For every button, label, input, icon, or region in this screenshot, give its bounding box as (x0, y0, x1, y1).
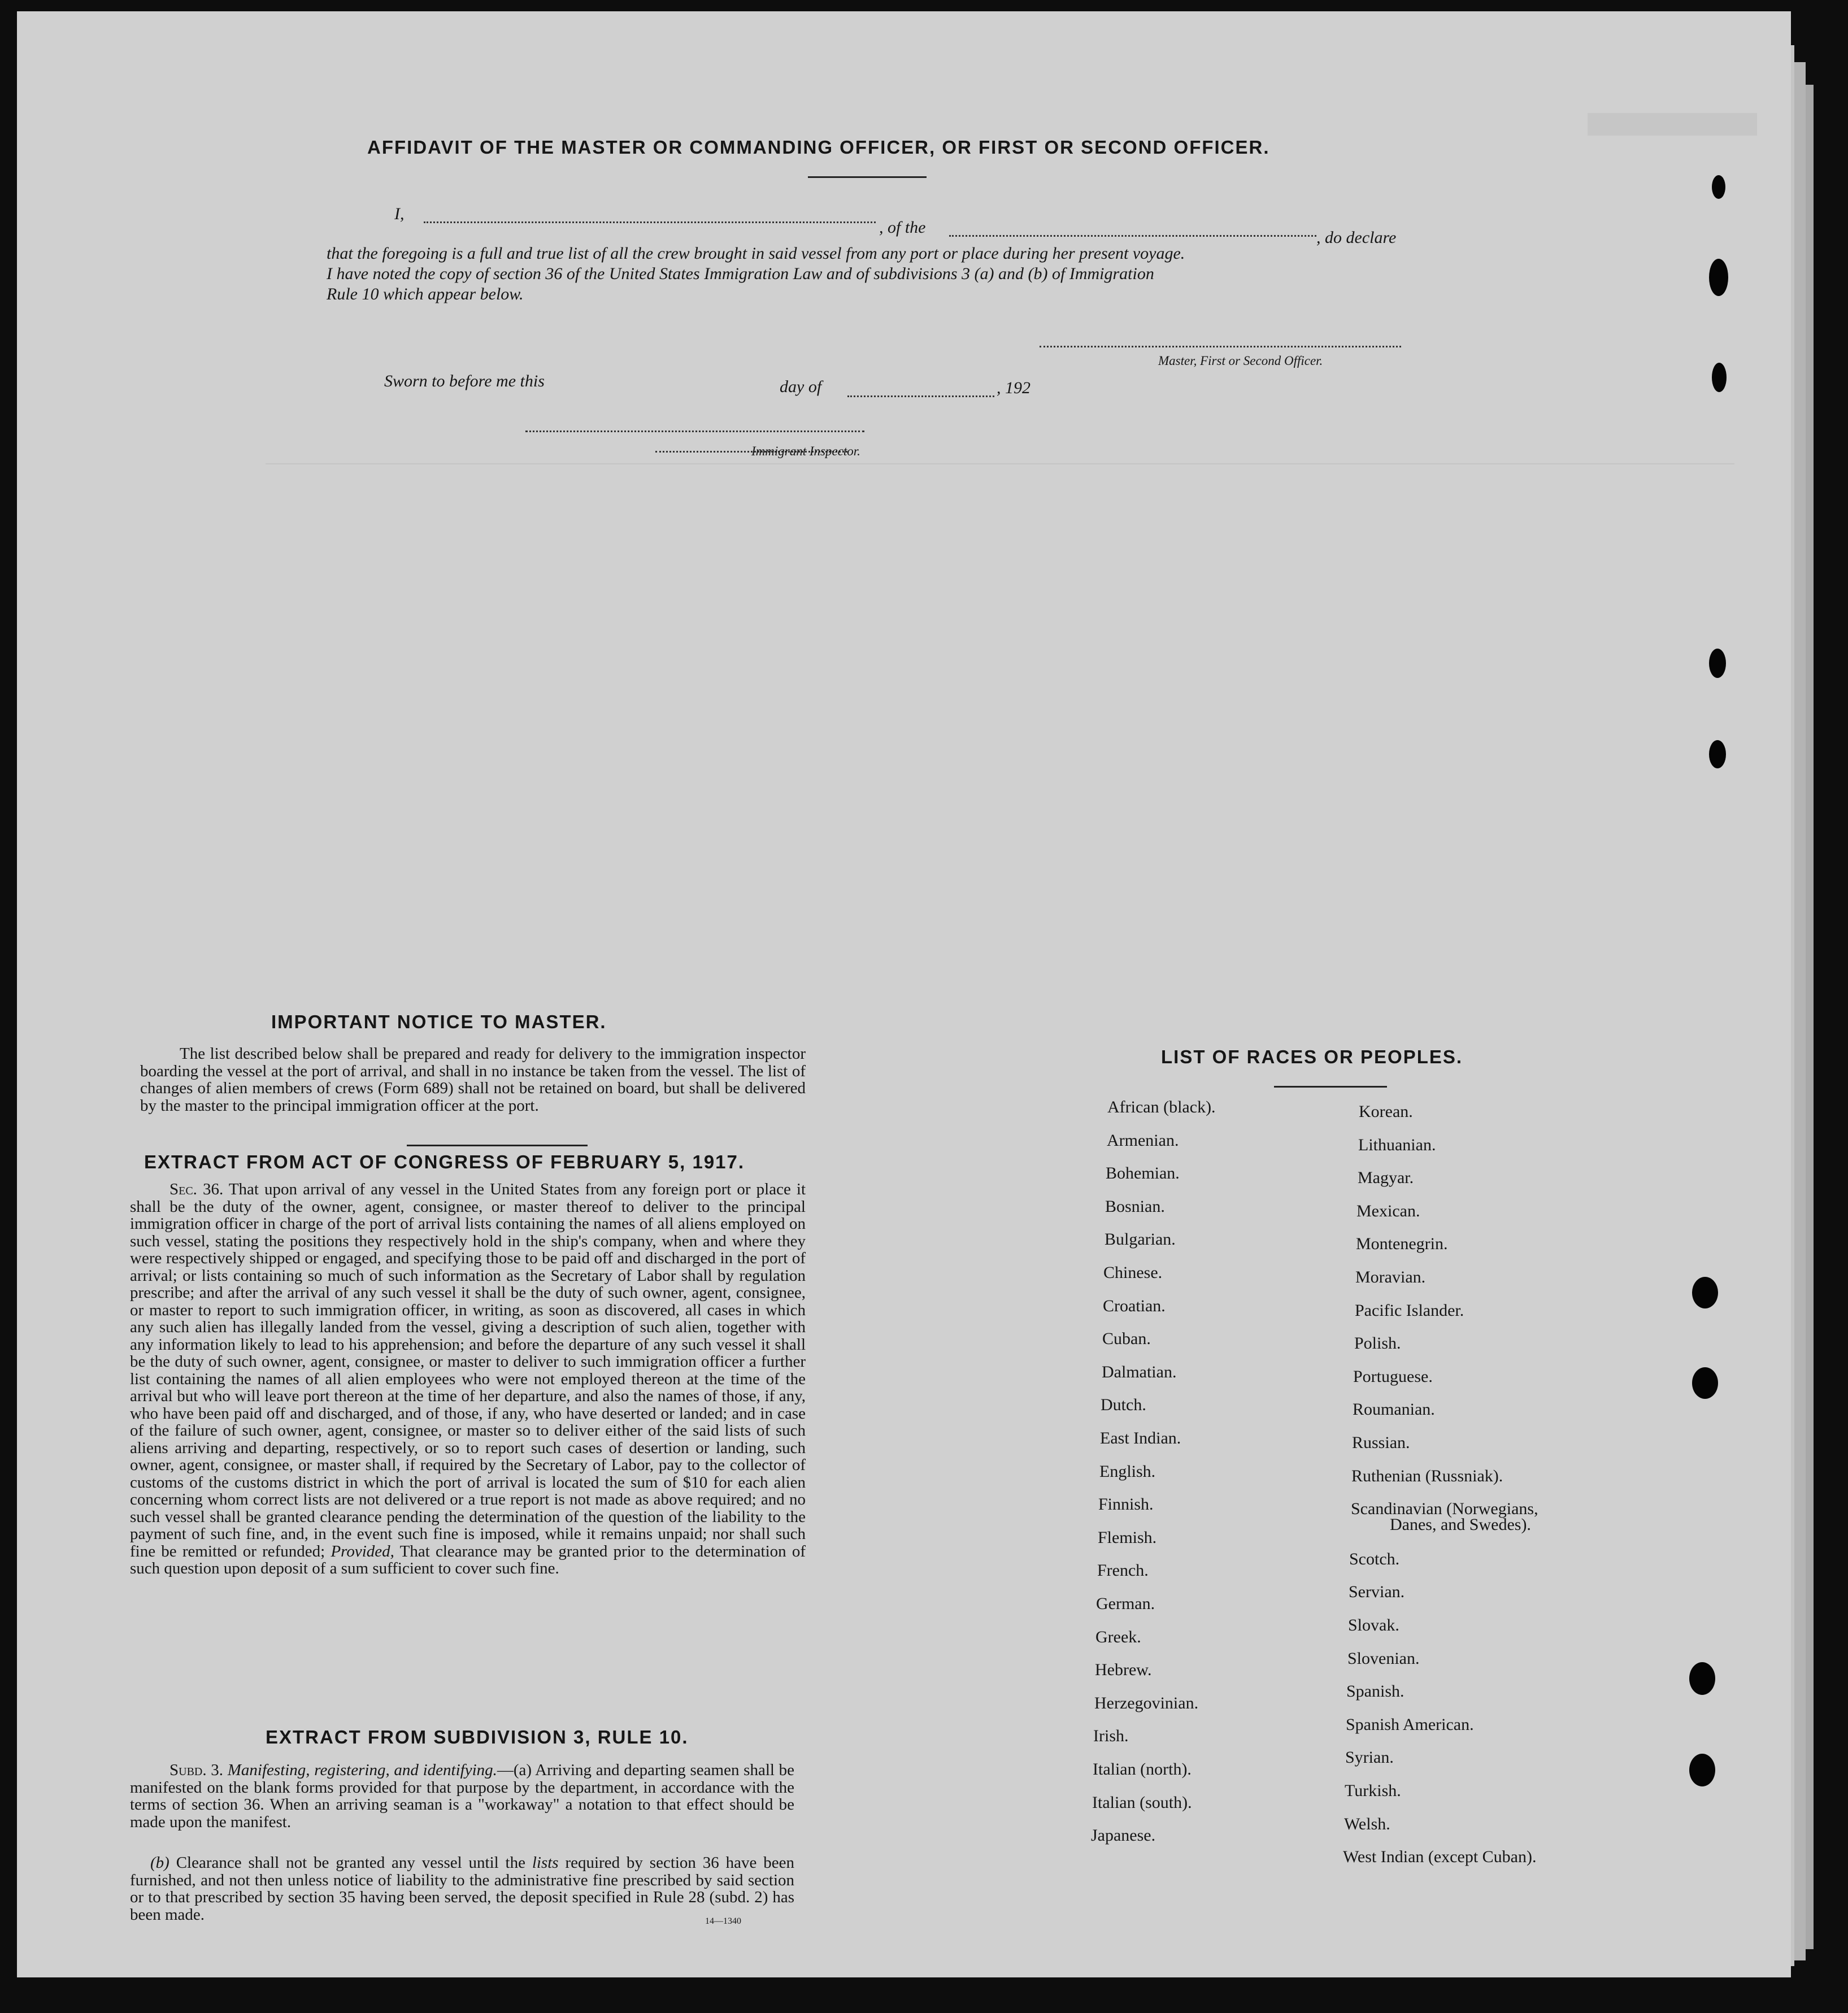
race-item: Bohemian. (1106, 1164, 1180, 1183)
races-underline (1274, 1086, 1387, 1088)
race-item: Japanese. (1091, 1826, 1156, 1845)
race-item: Italian (north). (1093, 1760, 1192, 1779)
document-page (17, 11, 1791, 1977)
race-item: West Indian (except Cuban). (1343, 1847, 1537, 1867)
declare-label: , do declare (1316, 228, 1397, 247)
race-item: Mexican. (1356, 1201, 1420, 1220)
i-label: I, (394, 205, 405, 223)
race-item: Lithuanian. (1358, 1135, 1436, 1154)
race-item: Spanish American. (1346, 1715, 1474, 1734)
rule-a-text (130, 1762, 794, 1831)
b-text-2: required by section 36 have been furnished, and not then unless notice of liability to the administrative fine prescribed by said section or to that prescribed by section 35 having been served, the deposit specified in Rule 28 (subd. 2) has been made. (130, 1854, 794, 1924)
act-title: EXTRACT FROM ACT OF CONGRESS OF FEBRUARY 5, 1917. (144, 1151, 745, 1172)
race-item: Bosnian. (1105, 1197, 1165, 1216)
race-item: Welsh. (1344, 1814, 1390, 1833)
of-the-label: , of the (879, 218, 926, 237)
race-item: Finnish. (1098, 1495, 1154, 1514)
day-of-label: day of (780, 377, 822, 396)
day-blank[interactable] (847, 395, 994, 397)
b-lists: lists (532, 1854, 559, 1872)
race-item: French. (1097, 1561, 1149, 1580)
vessel-blank[interactable] (949, 235, 1316, 237)
master-signature-line[interactable] (1040, 346, 1401, 347)
provided-word: Provided, (331, 1542, 394, 1560)
section-divider (407, 1145, 588, 1146)
race-item: Pacific Islander. (1355, 1301, 1464, 1320)
race-item: African (black). (1107, 1098, 1216, 1116)
race-item: German. (1096, 1594, 1155, 1613)
punch-hole (1709, 259, 1728, 296)
race-item: Chinese. (1103, 1263, 1163, 1282)
race-item: Slovenian. (1347, 1649, 1420, 1668)
race-item: Montenegrin. (1356, 1234, 1448, 1254)
race-item: Scandinavian (Norwegians, (1351, 1499, 1538, 1519)
notice-title: IMPORTANT NOTICE TO MASTER. (271, 1011, 607, 1032)
affidavit-line-2: I have noted the copy of section 36 of the United States Immigration Law and of subdivisions 3 (a) and (b) of Immigration (327, 264, 1154, 283)
punch-hole (1712, 175, 1725, 199)
affidavit-line-1: that the foregoing is a full and true list of all the crew brought in said vessel from any port or place during her present voyage. (327, 244, 1185, 263)
race-item: English. (1099, 1462, 1156, 1481)
race-item: Herzegovinian. (1094, 1693, 1199, 1712)
race-item: Spanish. (1346, 1682, 1405, 1701)
form-number: 14—1340 (705, 1916, 741, 1926)
notice-text: The list described below shall be prepared and ready for delivery to the immigration inspector boarding the vessel at the port of arrival, and shall in no instance be taken from the vessel. The list of changes of alien members of crews (Form 689) shall not be retained on board, but shall be delivered by the master to the principal immigration officer at the port. (140, 1045, 806, 1115)
race-item: Roumanian. (1353, 1400, 1435, 1419)
name-blank[interactable] (424, 221, 876, 223)
race-item: Croatian. (1103, 1296, 1166, 1315)
race-item: Portuguese. (1353, 1367, 1433, 1386)
race-item: Slovak. (1348, 1616, 1399, 1634)
inspector-signature-line[interactable] (525, 431, 864, 432)
race-item: Flemish. (1098, 1528, 1157, 1547)
race-item: Hebrew. (1095, 1660, 1152, 1680)
race-item: Bulgarian. (1105, 1230, 1176, 1249)
affidavit-title: AFFIDAVIT OF THE MASTER OR COMMANDING OFFICER, OR FIRST OR SECOND OFFICER. (367, 137, 1270, 158)
subd-label: Subd. 3. (169, 1761, 224, 1779)
race-item: Moravian. (1355, 1268, 1426, 1286)
race-item: East Indian. (1100, 1429, 1181, 1447)
race-item: Dalmatian. (1102, 1362, 1177, 1381)
race-item: Cuban. (1102, 1329, 1151, 1349)
race-item: Syrian. (1345, 1748, 1394, 1767)
race-item: Scotch. (1349, 1549, 1400, 1568)
b-label: (b) (150, 1854, 169, 1872)
race-item: Russian. (1352, 1433, 1410, 1452)
race-item: Servian. (1349, 1582, 1405, 1602)
race-item: Armenian. (1107, 1131, 1179, 1150)
a-heading: Manifesting, registering, and identifying. (227, 1761, 497, 1779)
race-item: Greek. (1095, 1627, 1141, 1646)
a-text: —(a) Arriving and departing seamen shall be manifested on the blank forms provided for that purpose by the department, in accordance with the terms of section 36. When an arriving seaman is a "workaway" a notation to that effect should be made upon the manifest. (130, 1761, 794, 1831)
race-item: Irish. (1093, 1727, 1129, 1746)
race-item: Dutch. (1101, 1395, 1146, 1415)
race-item: Turkish. (1345, 1781, 1401, 1800)
act-body-end: That clearance may be granted prior to the determination of such question upon deposit of a sum sufficient to cover such fine. (130, 1542, 806, 1577)
rule-title: EXTRACT FROM SUBDIVISION 3, RULE 10. (266, 1727, 689, 1747)
sec-label: Sec. 36. (169, 1180, 224, 1198)
punch-hole (1689, 1662, 1715, 1695)
race-item: Korean. (1359, 1102, 1413, 1121)
title-underline (808, 176, 927, 178)
year-label: , 192 (997, 379, 1030, 397)
act-body: That upon arrival of any vessel in the United States from any foreign port or place it shall be the duty of the owner, agent, consignee, or master thereof to deliver to the principal immigration officer in charge of the port of arrival lists containing the names of all aliens employed on such vessel, stating the positions they respectively hold in the ship's company, when and where they were respectively shipped or engaged, and specifying those to be paid off and discharged in the port of arrival; or lists containing so much of such information as the Secretary of Labor shall by regulation prescribe; and after the arrival of any such vessel it shall be the duty of such owner, agent, consignee, or master to report to such immigration officer, in writing, as soon as discovered, all cases in which any such alien has illegally landed from the vessel, giving a description of such alien, together with any information likely to lead to his apprehension; and before the departure of any such vessel it shall be the duty of such owner, agent, consignee, or master to deliver to such immigration officer a further list containing the names of all alien employees who were not employed thereon at the time of the arrival but who will leave port thereon at the time of her departure, and also the names of those, if any, who have been paid off and discharged, and of those, if any, who have deserted or landed; and in case of the failure of such owner, agent, consignee, or master so to deliver either of the said lists of such aliens arriving and departing, respectively, or so to report such cases of desertion or landing, such owner, agent, consignee, or master shall, if required by the Secretary of Labor, pay to the collector of customs of the customs district in which the port of arrival is located the sum of $10 for each alien concerning whom correct lists are not delivered or a true report is not made as above required; and no such vessel shall be granted clearance pending the determination of the question of the liability to the payment of such fine, and, in the event such fine is imposed, while it remains unpaid; nor shall such fine be remitted or refunded; (130, 1180, 806, 1560)
punch-hole (1689, 1754, 1715, 1786)
inspector-label: Immigrant Inspector. (751, 444, 860, 458)
affidavit-line-3: Rule 10 which appear below. (327, 285, 524, 303)
act-text (130, 1181, 806, 1577)
punch-hole (1692, 1277, 1718, 1308)
race-item: Polish. (1354, 1334, 1401, 1353)
punch-hole (1709, 649, 1726, 678)
rule-b-text (130, 1854, 794, 1923)
sworn-label: Sworn to before me this (384, 372, 545, 390)
race-item: Italian (south). (1092, 1793, 1192, 1812)
b-text-1: Clearance shall not be granted any vessel until the (176, 1854, 525, 1872)
punch-hole (1712, 363, 1727, 392)
race-item: Magyar. (1358, 1168, 1414, 1188)
race-item: Danes, and Swedes). (1390, 1515, 1531, 1534)
punch-hole (1692, 1367, 1718, 1399)
punch-hole (1709, 740, 1726, 768)
master-label: Master, First or Second Officer. (1158, 354, 1323, 368)
races-title: LIST OF RACES OR PEOPLES. (1161, 1046, 1463, 1067)
race-item: Ruthenian (Russniak). (1351, 1466, 1503, 1485)
